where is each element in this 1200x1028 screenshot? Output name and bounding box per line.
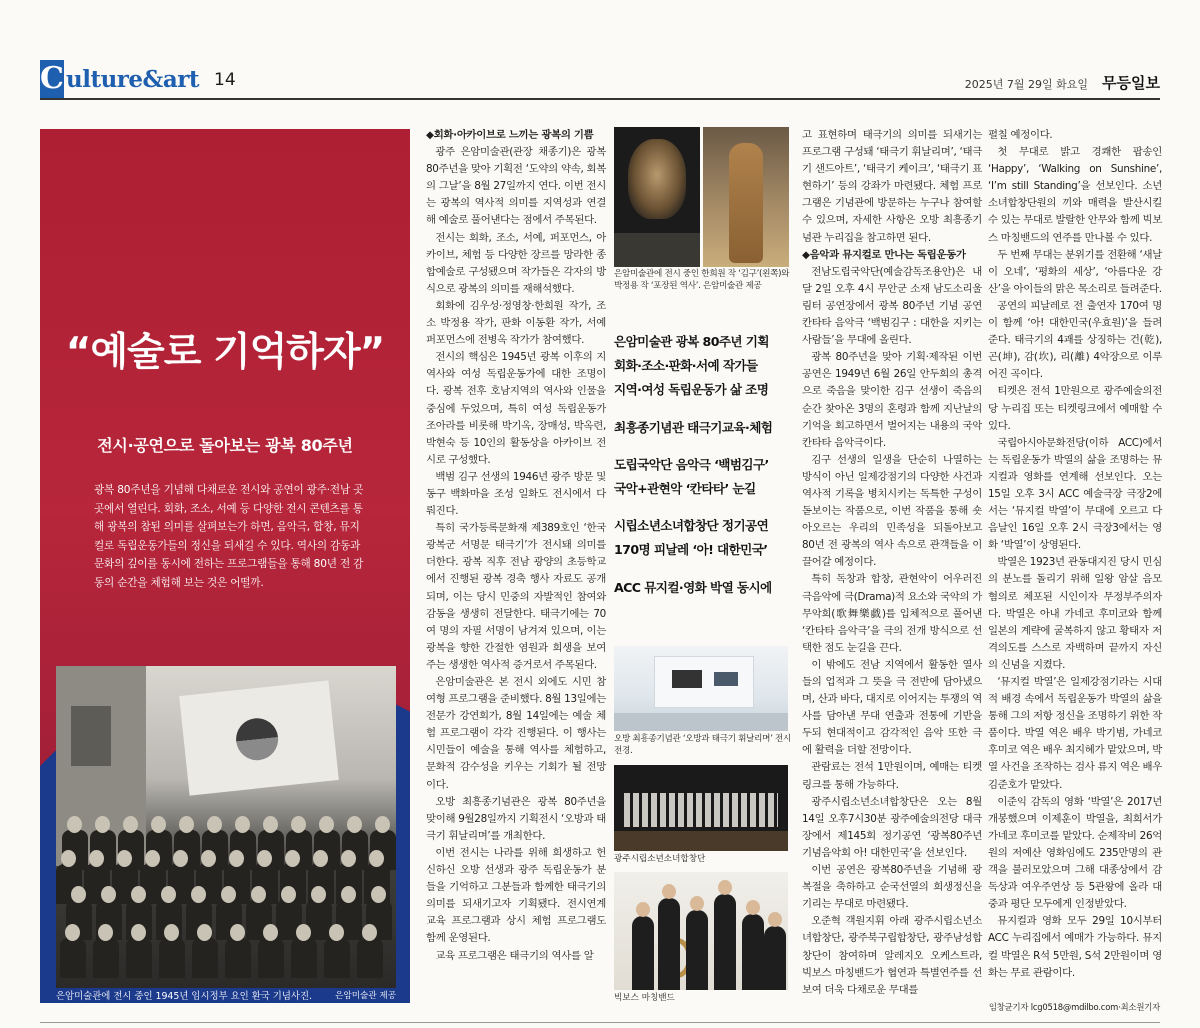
section-logo: ulture&art	[66, 66, 199, 93]
photo-person-head	[65, 924, 80, 941]
body-paragraph: 고 표현하며 태극기의 의미를 되새기는 프로그램 구성돼 ‘태극기 휘날리며’, ‘태극기 샌드아트’, ‘태극기 케이크’, ‘태극기 표현하기’ 등의 강좌가 마련됐다. 체험 프로그램은 기념관에 방문하는 누구나 참여할 수 있으며, 자세한 사항은 오방 최흥종기념관 누리집을 참고하면 된다.	[802, 129, 982, 244]
photo-person-head	[191, 886, 206, 903]
photo-crowd	[56, 806, 396, 988]
photo-person-head	[257, 850, 272, 867]
photo-person-body	[258, 938, 284, 978]
photo-person-head	[291, 816, 306, 833]
body-paragraph: ‘뮤지컬 박열’은 일제강점기라는 시대적 배경 속에서 독립운동가 박열의 삶을 통해 그의 저항 정신을 조명하기 위한 작품이다. 박열 역은 배우 박기범, 가네코 후미코 역은 배우 최지혜가 맡았으며, 박열 사건을 조작하는 검사 류지 역은 배우 김준호가 맡았다.	[988, 676, 1162, 791]
body-paragraph: 오준혁 객원지휘 아래 광주시립소년소녀합창단, 광주북구립합창단, 광주남성합창단이 참여하며 알레지오 오케스트라, 빅보스 마칭밴드가 협연과 특별연주를 선보여 더욱 다채로운 무대를	[802, 915, 982, 996]
highlight-line: 170명 피날레 ‘아! 대한민국’	[614, 542, 768, 558]
reporter-byline: 임창균기자 lcg0518@mdilbo.com·최소원기자	[988, 1002, 1160, 1012]
photo-person-head	[313, 850, 328, 867]
highlight-line: 회화·조소·판화·서예 작가들	[614, 358, 758, 374]
photo-person-head	[197, 924, 212, 941]
photo-person-head	[123, 816, 138, 833]
highlight-line: 시립소년소녀합창단 정기공연	[614, 518, 769, 534]
body-paragraph: 특히 국가등록문화재 제389호인 ‘한국광복군 서명문 태극기’가 전시돼 의미를 더한다. 광복 직후 전남 광양의 초등학교에서 진행된 광복 경축 행사 자료도 공개되며, 이는 당시 민중의 자발적인 참여와 감동을 생생히 전달한다. 태극기에는 70여 명의 자필 서명이 남겨져 있으며, 이는 광복을 향한 간절한 염원과 희생을 보여주는 생생한 역사적 증거로서 주목된다.	[426, 522, 606, 671]
photo-person-head	[117, 850, 132, 867]
body-paragraph: 첫 무대로 밝고 경쾌한 팝송인 ‘Happy’, ‘Walking on Sunshine’, ‘I’m still Standing’을 선보인다. 소년소녀합창단원의 끼와 매력을 발산시킬 수 있는 무대로 발랄한 안무와 함께 빅보스 마칭밴드의 연주를 만나볼 수 있다.	[988, 146, 1162, 244]
highlight-line: 은암미술관 광복 80주년 기획	[614, 334, 769, 349]
photo-person-body	[291, 938, 317, 978]
article-highlights	[614, 330, 792, 600]
body-paragraph: 백범 김구 선생의 1946년 광주 방문 및 동구 백화마을 조성 일화도 전시에서 다뤄진다.	[426, 470, 606, 518]
photo-person-head	[61, 850, 76, 867]
photo-person-head	[319, 816, 334, 833]
photo-person-head	[207, 816, 222, 833]
photo-person-body	[60, 938, 86, 978]
body-paragraph: 공연의 피날레로 전 출연자 170여 명이 함께 ‘아! 대한민국(우효원)’을 들려준다. 태극기의 4괘를 상징하는 건(乾), 곤(坤), 감(坎), 리(離) 4악장으로 이루어진 곡이다.	[988, 299, 1162, 381]
band-member-body	[686, 910, 708, 990]
photo-person-head	[341, 886, 356, 903]
body-paragraph: 광주시립소년소녀합창단은 오는 8월 14일 오후7시30분 광주예술의전당 대극장에서 제145회 정기공연 ‘광복80주년 기념음악회 아! 대한민국’을 선보인다.	[802, 795, 982, 859]
highlight-line: 지역·여성 독립운동가 삶 조명	[614, 382, 769, 398]
body-paragraph: 국립아시아문화전당(이하 ACC)에서는 독립운동가 박열의 삶을 조명하는 뮤지컬과 영화를 연계해 선보인다. 오는 15일 오후 3시 ACC 예술극장 극장2에서는 ‘뮤지컬 박열’이 무대에 오르고 다음날인 16일 오후 2시 극장3에서는 영화 ‘박열’이 상영된다.	[988, 436, 1162, 552]
body-paragraph: 티켓은 전석 1만원으로 광주예술의전당 누리집 또는 티켓링크에서 예매할 수 있다.	[988, 385, 1162, 432]
exhibition-photo-caption: 오방 최흥종기념관 ‘오방과 태극기 휘날리며’ 전시 전경.	[614, 734, 792, 757]
sculpture-image	[703, 127, 789, 267]
body-paragraph: 이준익 감독의 영화 ‘박열’은 2017년 개봉했으며 이제훈이 박열을, 최희서가 가네코 후미코를 맡았다. 순제작비 26억원의 저예산 영화임에도 235만명의 관객을 불러모았으며 그해 대종상에서 감독상과 여우주연상 등 5관왕에 올라 대중과 평단 모두에게 인정받았다.	[988, 795, 1162, 911]
photo-person-head	[263, 816, 278, 833]
photo-person-body	[225, 938, 251, 978]
photo-person-body	[93, 938, 119, 978]
photo-person-body	[324, 938, 350, 978]
photo-person-head	[101, 886, 116, 903]
issue-date: 2025년 7월 29일 화요일	[964, 78, 1088, 91]
section-subhead: ◆회화·아카이브로 느끼는 광복의 기쁨	[426, 129, 594, 141]
highlight-line: ACC 뮤지컬·영화 박열 동시에	[614, 579, 772, 595]
photo-person-head	[145, 850, 160, 867]
body-paragraph: 특히 독창과 합창, 관현악이 어우러진 극음악에 극(Drama)적 요소와 국악의 가무악희(歌舞樂戱)를 입체적으로 풀어낸 ‘칸타타 음악극’을 극의 전개 방식으로 선택한 점도 눈길을 끈다.	[802, 573, 982, 654]
band-member-head	[718, 880, 732, 895]
body-paragraph: 오방 최흥종기념관은 광복 80주년을 맞이해 9월28일까지 기획전시 ‘오방과 태극기 휘날리며’를 개최한다.	[426, 795, 607, 842]
photo-person-head	[151, 816, 166, 833]
feature-panel	[40, 129, 410, 1003]
choir-photo-caption: 광주시립소년소녀합창단	[614, 854, 706, 864]
photo-person-head	[347, 816, 362, 833]
band-member-body	[658, 898, 680, 990]
photo-person-body	[159, 938, 185, 978]
band-member-body	[742, 914, 764, 990]
feature-title: “예술로 기억하자”	[65, 330, 385, 375]
photo-person-head	[161, 886, 176, 903]
photo-person-head	[230, 924, 245, 941]
body-paragraph: 광복 80주년을 맞아 기획·제작된 이번 공연은 1949년 6월 26일 안두희의 총격으로 죽음을 맞이한 김구 선생이 죽음의 순간 찾아온 3명의 혼령과 함께 지난날의 기억을 회고하면서 벌어지는 내용의 국악 칸타타 음악극이다.	[802, 351, 982, 449]
taegukgi-flag-icon	[179, 680, 339, 795]
feature-photo-caption	[56, 990, 396, 1003]
photo-person-body	[126, 938, 152, 978]
historic-group-photo	[56, 666, 396, 988]
photo-person-head	[285, 850, 300, 867]
marching-band-image	[614, 872, 788, 990]
body-paragraph: 이번 공연은 광복80주년을 기념해 광복절을 축하하고 순국선열의 희생정신을 기리는 무대로 마련됐다.	[802, 864, 982, 911]
body-paragraph: 전시는 회화, 조소, 서예, 퍼포먼스, 아카이브, 체험 등 다양한 장르를 망라한 종합예술로 구성됐으며 작가들은 각자의 방식으로 광복의 의미를 재해석했다.	[426, 231, 606, 295]
photo-credit: 은암미술관 제공	[335, 991, 396, 1001]
photo-person-head	[229, 850, 244, 867]
photo-person-head	[201, 850, 216, 867]
photo-person-head	[67, 816, 82, 833]
body-paragraph: 이 밖에도 전남 지역에서 활동한 열사들의 업적과 그 뜻을 극 전반에 담아냈으며, 산과 바다, 대지로 이어지는 투쟁의 역사를 담아낸 무대 연출과 전통에 기반을 두되 현대적이고 감각적인 음악 또한 극에 활력을 더할 전망이다.	[802, 658, 982, 757]
band-member-head	[746, 900, 760, 915]
band-member-body	[632, 916, 654, 990]
footer-divider	[40, 1022, 1160, 1023]
band-member-body	[764, 926, 786, 990]
photo-person-head	[179, 816, 194, 833]
photo-person-head	[95, 816, 110, 833]
band-member-head	[768, 912, 782, 927]
body-paragraph: 이번 전시는 나라를 위해 희생하고 헌신하신 오방 선생과 광주 독립운동가 분들을 기억하고 그분들과 함께한 태극기의 의미를 되새기고자 기획됐다. 전시연계 교육 프로그램과 상시 체험 프로그램도 함께 운영된다.	[426, 846, 606, 945]
body-paragraph: 전시의 핵심은 1945년 광복 이후의 지역사와 여성 독립운동가에 대한 조명이다. 광복 전후 호남지역의 역사와 인물을 중심에 두었으며, 특히 여성 독립운동가 조아라를 비롯해 박기옥, 장매성, 박옥련, 박현숙 등 10인의 활동상을 아카이브 전시로 구성했다.	[426, 351, 606, 466]
photo-person-head	[341, 850, 356, 867]
photo-caption-text: 은암미술관에 전시 중인 1945년 임시정부 요인 환국 기념사진.	[56, 991, 312, 1002]
photo-person-head	[263, 924, 278, 941]
photo-person-head	[251, 886, 266, 903]
band-member-head	[636, 902, 650, 917]
photo-person-body	[192, 938, 218, 978]
feature-lead: 광복 80주년을 기념해 다채로운 전시와 공연이 광주·전남 곳곳에서 열린다. 회화, 조소, 서예 등 다양한 전시 콘텐츠를 통해 광복의 참된 의미를 살펴보는가 하면, 음악극, 합창, 뮤지컬로 독립운동가들의 정신을 되새길 수 있다. 역사의 감동과 문화의 깊이를 동시에 전하는 프로그램들을 통해 80년 전 감동의 순간을 체험해 보는 것은 어떨까.	[94, 484, 364, 589]
photo-person-head	[173, 850, 188, 867]
body-paragraph: 은암미술관은 본 전시 외에도 시민 참여형 프로그램을 준비했다. 8월 13일에는 전문가 강연회가, 8월 14일에는 예술 체험 프로그램이 각각 진행된다. 이 행사는 시민들이 예술을 통해 역사를 체험하고, 문화적 감수성을 키우는 기회가 될 전망이다.	[426, 676, 607, 791]
photo-person-head	[221, 886, 236, 903]
band-member-body	[714, 894, 736, 990]
body-paragraph: 두 번째 무대는 분위기를 전환해 ‘새날이 오네’, ‘평화의 세상’, ‘아름다운 강산’을 아이들의 맑은 목소리로 들려준다.	[988, 248, 1162, 295]
highlight-line: 최흥종기념관 태극기교육·체험	[614, 419, 773, 435]
photo-person-head	[296, 924, 311, 941]
photo-person-head	[235, 816, 250, 833]
body-paragraph: 광주 은암미술관(관장 채종기)은 광복 80주년을 맞아 기획전 ‘도약의 약속, 회복의 그날’을 8월 27일까지 연다. 이번 전시는 광복의 역사적 의미를 지역성과 연결해 예술로 풀어낸다는 점에서 주목된다.	[426, 146, 606, 227]
photo-person-head	[71, 886, 86, 903]
body-paragraph: 펼칠 예정이다.	[988, 129, 1053, 141]
highlight-line: 도립국악단 음악극 ‘백범김구’	[614, 456, 769, 472]
highlight-line: 국악+관현악 ‘칸타타’ 눈길	[614, 481, 756, 497]
article-column-3	[802, 127, 982, 999]
article-column-1	[426, 127, 606, 965]
photo-person-head	[369, 850, 384, 867]
photo-person-body	[357, 938, 383, 978]
photo-person-head	[281, 886, 296, 903]
feature-subtitle: 전시·공연으로 돌아보는 광복 80주년	[97, 436, 353, 455]
band-photo-caption: 빅보스 마칭밴드	[614, 993, 675, 1003]
body-paragraph: 관람료는 전석 1만원이며, 예매는 티켓링크를 통해 가능하다.	[802, 761, 982, 791]
body-paragraph: 회화에 김우성·정영창·한희원 작가, 조소 박정용 작가, 판화 이동환 작가, 서예 퍼포먼스에 전병옥 작가가 참여했다.	[426, 299, 606, 347]
photo-person-head	[375, 816, 390, 833]
photo-person-head	[98, 924, 113, 941]
page-number: 14	[214, 70, 236, 90]
body-paragraph: 박열은 1923년 관동대지진 당시 민심의 분노를 돌리기 위해 일왕 암살 음모 혐의로 체포된 시인이자 무정부주의자다. 박열은 아내 가네코 후미코와 함께 일본의 계략에 굴복하지 않고 황태자 저격의도를 스스로 자백하며 끝까지 자신의 신념을 지켰다.	[988, 556, 1162, 671]
body-paragraph: 전남도립국악단(예술감독조용안)은 내달 2일 오후 4시 무안군 소재 남도소리울림터 공연장에서 광복 80주년 기념 공연 칸타타 음악극 ‘백범김구 : 대한을 지키는 사람들’을 무대에 올린다.	[802, 265, 982, 347]
photo-person-head	[371, 886, 386, 903]
band-member-head	[662, 884, 676, 899]
body-paragraph: 뮤지컬과 영화 모두 29일 10시부터 ACC 누리집에서 예매가 가능하다. 뮤지컬 박열은 R석 5만원, S석 2만원이며 영화는 무료 관람이다.	[988, 915, 1162, 979]
exhibition-hall-image	[614, 646, 788, 731]
band-member-head	[690, 896, 704, 911]
photo-person-head	[362, 924, 377, 941]
body-paragraph: 교육 프로그램은 태극기의 역사를 알	[435, 949, 594, 962]
newspaper-name: 무등일보	[1102, 74, 1160, 92]
photo-person-head	[89, 850, 104, 867]
artwork-photo-caption: 은암미술관에 전시 중인 한희원 작 ‘김구’(왼쪽)와 박정용 작 ‘포장된 역사’. 은암미술관 제공	[614, 269, 790, 292]
portrait-painting-image	[614, 127, 700, 267]
section-logo-initial: C	[40, 61, 64, 96]
photo-person-head	[164, 924, 179, 941]
article-column-4	[988, 127, 1162, 982]
body-paragraph: 김구 선생의 일생을 단순히 나열하는 방식이 아닌 일제강점기의 다양한 사건과 역사적 기록을 병치시키는 독특한 구성이 돋보이는 작품으로, 이번 작품을 통해 숏아오르는 우리의 민족성을 되돌아보고 80년 전 광복의 역사 속으로 관객들을 이끌어갈 예정이다.	[802, 453, 982, 569]
header-divider	[40, 98, 1160, 100]
photo-person-head	[329, 924, 344, 941]
photo-person-head	[131, 924, 146, 941]
section-subhead: ◆음악과 뮤지컬로 만나는 독립운동가	[802, 248, 966, 261]
photo-person-head	[131, 886, 146, 903]
photo-person-head	[311, 886, 326, 903]
choir-image	[614, 765, 788, 851]
